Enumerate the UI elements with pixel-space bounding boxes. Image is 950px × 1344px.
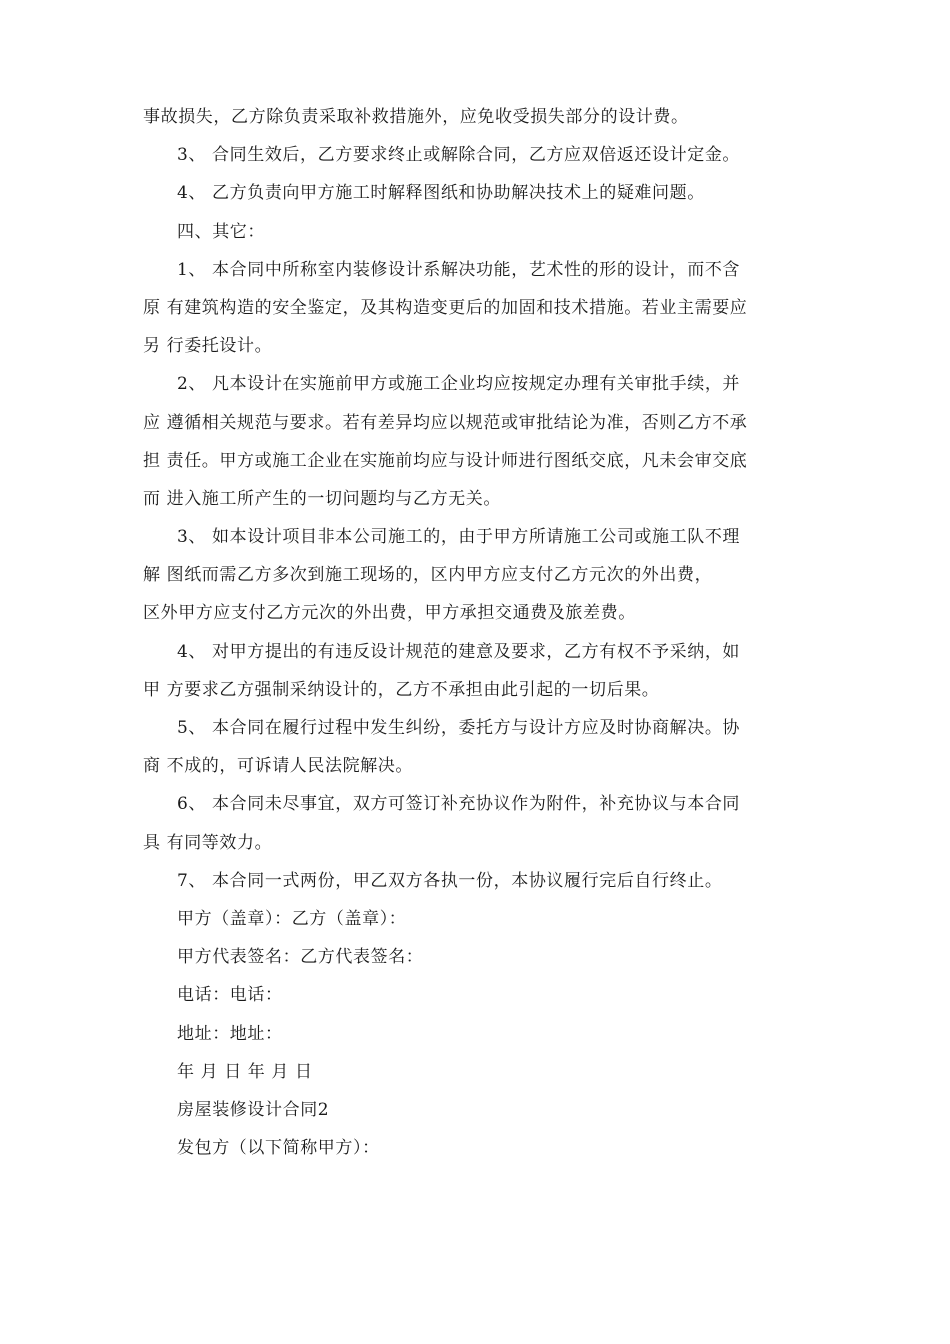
text-line: 7、 本合同一式两份，甲乙双方各执一份，本协议履行完后自行终止。 xyxy=(177,870,723,891)
text-line: 解 图纸而需乙方多次到施工现场的，区内甲方应支付乙方元次的外出费， xyxy=(143,565,713,586)
text-line: 另 行委托设计。 xyxy=(143,336,273,357)
signature-line-date: 年 月 日 年 月 日 xyxy=(177,1061,313,1082)
text-line: 具 有同等效力。 xyxy=(143,832,273,853)
text-line: 担 责任。甲方或施工企业在实施前均应与设计师进行图纸交底，凡未会审交底 xyxy=(143,450,748,471)
text-line: 2、 凡本设计在实施前甲方或施工企业均应按规定办理有关审批手续，并 xyxy=(177,374,741,395)
text-line: 商 不成的，可诉请人民法院解决。 xyxy=(143,756,414,777)
signature-line-representative: 甲方代表签名：乙方代表签名： xyxy=(177,947,424,968)
text-line: 应 遵循相关规范与要求。若有差异均应以规范或审批结论为准，否则乙方不承 xyxy=(143,412,748,433)
text-line: 原 有建筑构造的安全鉴定，及其构造变更后的加固和技术措施。若业主需要应 xyxy=(143,297,748,318)
section-heading: 四、其它： xyxy=(177,221,265,242)
text-line: 区外甲方应支付乙方元次的外出费，甲方承担交通费及旅差费。 xyxy=(143,603,636,624)
document-body xyxy=(143,98,813,1167)
text-line: 事故损失，乙方除负责采取补救措施外，应免收受损失部分的设计费。 xyxy=(143,107,689,127)
text-line: 6、 本合同未尽事宜，双方可签订补充协议作为附件，补充协议与本合同 xyxy=(177,794,741,815)
signature-line-phone: 电话：电话： xyxy=(177,985,283,1006)
text-line: 3、 合同生效后，乙方要求终止或解除合同，乙方应双倍返还设计定金。 xyxy=(177,145,741,166)
signature-line-seal: 甲方（盖章）：乙方（盖章）： xyxy=(177,908,407,929)
text-line: 而 进入施工所产生的一切问题均与乙方无关。 xyxy=(143,488,502,509)
text-line: 甲 方要求乙方强制采纳设计的，乙方不承担由此引起的一切后果。 xyxy=(143,679,660,700)
text-line: 1、 本合同中所称室内装修设计系解决功能，艺术性的形的设计，而不含 xyxy=(177,259,741,280)
text-line: 4、 乙方负责向甲方施工时解释图纸和协助解决技术上的疑难问题。 xyxy=(177,183,705,204)
text-line: 5、 本合同在履行过程中发生纠纷，委托方与设计方应及时协商解决。协 xyxy=(177,718,741,738)
signature-line-address: 地址：地址： xyxy=(177,1023,283,1044)
contract-title: 房屋装修设计合同2 xyxy=(177,1099,330,1120)
party-a-label: 发包方（以下简称甲方）： xyxy=(177,1138,380,1159)
text-line: 4、 对甲方提出的有违反设计规范的建意及要求，乙方有权不予采纳，如 xyxy=(177,641,741,662)
text-line: 3、 如本设计项目非本公司施工的，由于甲方所请施工公司或施工队不理 xyxy=(177,527,741,548)
